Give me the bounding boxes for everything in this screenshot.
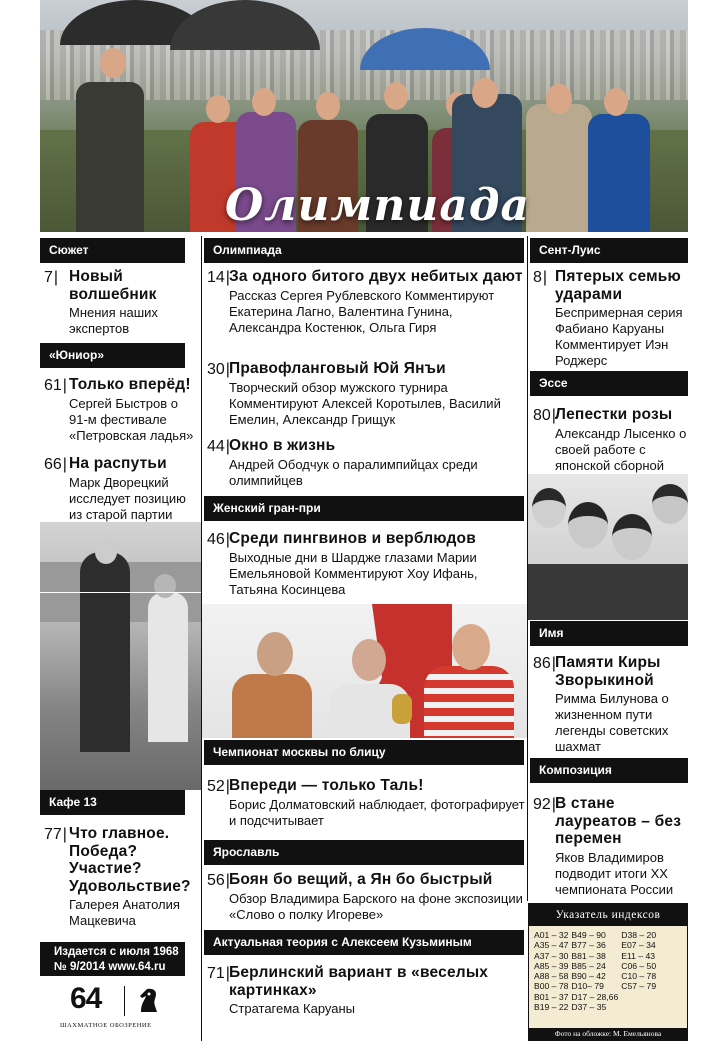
article-text: Сергей Быстров о 91-м фестивале «Петровская ладья» xyxy=(69,395,194,443)
index-row xyxy=(534,930,659,940)
opening-index-box xyxy=(528,903,688,1041)
index-cell: B00 – 78 xyxy=(534,981,569,992)
article-30[interactable] xyxy=(207,360,525,428)
index-row xyxy=(534,951,659,961)
index-cell: E07 – 34 xyxy=(621,940,656,951)
index-cell: A85 – 39 xyxy=(534,960,569,971)
article-page: 61 | xyxy=(44,376,67,395)
article-text: Беспримерная серия Фабиано Каруаны Комментирует Иэн Роджерс xyxy=(555,305,683,368)
article-title: Среди пингвинов и верблюдов xyxy=(229,530,476,547)
article-text: Рассказ Сергея Рублевского Комментируют Екатерина Лагно, Валентина Гунина, Александра Костенюк, Ольга Гиря xyxy=(229,287,495,335)
article-page: 52 | xyxy=(207,777,230,796)
article-title: Что главное. Победа? Участие? Удовольствие? xyxy=(69,825,191,895)
section-header-yaroslavl: Ярославль xyxy=(204,840,524,865)
vintage-group-photo xyxy=(528,474,688,620)
article-page: 30 | xyxy=(207,360,230,379)
index-cell: E11 – 43 xyxy=(621,950,656,961)
index-row xyxy=(534,1002,659,1012)
section-header-olimpiada: Олимпиада xyxy=(204,238,524,263)
index-cell: B49 – 90 xyxy=(571,930,606,940)
article-14[interactable] xyxy=(207,268,525,336)
index-cell: C06 – 50 xyxy=(621,960,657,971)
article-80[interactable] xyxy=(533,406,688,474)
index-cell: D37 – 35 xyxy=(571,1002,607,1013)
article-text: Яков Владимиров подводит итоги XX чемпионата России xyxy=(555,849,674,897)
index-cell: A88 – 58 xyxy=(534,971,569,982)
article-title: Пятерых семью ударами xyxy=(555,268,681,303)
index-cell: B85 – 24 xyxy=(571,960,606,971)
article-title: На распутьи xyxy=(69,455,167,472)
article-page: 71 | xyxy=(207,964,230,983)
article-46[interactable] xyxy=(207,530,525,598)
logo-64: 64 xyxy=(70,982,102,1015)
publisher-since: Издается с июля 1968 xyxy=(54,946,179,958)
section-header-junior: «Юниор» xyxy=(40,343,185,368)
article-title: Боян бо вещий, а Ян бо быстрый xyxy=(229,871,493,888)
index-row xyxy=(534,940,659,950)
article-52[interactable] xyxy=(207,777,525,829)
article-77[interactable] xyxy=(44,825,196,929)
index-cell xyxy=(621,1002,659,1012)
article-page: 66 | xyxy=(44,455,67,474)
section-header-zhenskiy: Женский гран-при xyxy=(204,496,524,521)
article-text: Стратагема Каруаны xyxy=(229,1001,356,1016)
article-title: Окно в жизнь xyxy=(229,437,336,454)
article-text: Творческий обзор мужского турнира Комментируют Алексей Коротылев, Василий Емелин, Александр Грищук xyxy=(229,379,501,427)
section-header-chempionat: Чемпионат москвы по блицу xyxy=(204,740,524,765)
index-cell: B90 – 42 xyxy=(571,971,606,982)
knight-logo-icon xyxy=(136,986,162,1014)
article-title: Памяти Киры Зворыкиной xyxy=(555,654,661,689)
publisher-info xyxy=(40,942,185,976)
article-page: 14 | xyxy=(207,268,230,287)
cover-title: Олимпиада xyxy=(225,180,530,231)
article-61[interactable] xyxy=(44,376,196,444)
index-cell: A01 – 32 xyxy=(534,930,569,940)
cover-photo-olympiad-team xyxy=(40,0,688,232)
article-title: Правофланговый Юй Янъи xyxy=(229,360,446,377)
blitz-winners-photo xyxy=(202,604,527,738)
section-header-sent-luis: Сент-Луис xyxy=(530,238,688,263)
publisher-issue: № 9/2014 www.64.ru xyxy=(54,961,166,973)
vintage-race-photo xyxy=(40,522,201,790)
article-86[interactable] xyxy=(533,654,688,755)
article-title: Лепестки розы xyxy=(555,406,673,423)
article-page: 46 | xyxy=(207,530,230,549)
index-cell: C10 – 78 xyxy=(621,971,657,982)
article-text: Александр Лысенко о своей работе с японской сборной xyxy=(555,425,687,473)
article-66[interactable] xyxy=(44,455,196,523)
index-cell: D17 – 28,66 xyxy=(571,991,619,1002)
index-row xyxy=(534,992,659,1002)
article-page: 92 | xyxy=(533,795,556,814)
index-cell: A37 – 30 xyxy=(534,950,569,961)
article-7[interactable] xyxy=(44,268,194,337)
article-text: Мнения наших экспертов xyxy=(69,305,158,336)
index-row xyxy=(534,961,659,971)
index-title: Указатель индексов xyxy=(529,904,687,926)
article-71[interactable] xyxy=(207,964,525,1017)
index-cell: B19 – 22 xyxy=(534,1002,569,1013)
article-text: Обзор Владимира Барского на фоне экспозиции «Слово о полку Игореве» xyxy=(229,890,523,922)
section-header-teoriya: Актуальная теория с Алексеем Кузьминым xyxy=(204,930,524,955)
section-header-esse: Эссе xyxy=(530,371,688,396)
article-title: В стане лауреатов – без перемен xyxy=(555,795,682,847)
article-page: 56 | xyxy=(207,871,230,890)
article-page: 80 | xyxy=(533,406,556,425)
index-row xyxy=(534,981,659,991)
article-text: Марк Дворецкий исследует позицию из старой партии xyxy=(69,474,186,522)
article-title: За одного битого двух небитых дают xyxy=(229,268,523,285)
index-cell: D10– 79 xyxy=(571,981,604,992)
section-header-imya: Имя xyxy=(530,621,688,646)
index-cell: B77 – 36 xyxy=(571,940,606,951)
section-header-kafe: Кафе 13 xyxy=(40,790,185,815)
cover-photo-credit: Фото на обложке: М. Емельянова xyxy=(529,1028,687,1040)
article-text: Римма Билунова о жизненном пути легенды советских шахмат xyxy=(555,691,669,754)
article-title: Берлинский вариант в «веселых картинках» xyxy=(229,964,489,999)
article-56[interactable] xyxy=(207,871,525,923)
logo-tagline: ШАХМАТНОЕ ОБОЗРЕНИЕ xyxy=(60,1022,152,1029)
logo-divider xyxy=(124,986,125,1016)
index-cell: D38 – 20 xyxy=(621,930,657,940)
article-92[interactable] xyxy=(533,795,688,898)
index-cell: B01 – 37 xyxy=(534,991,569,1002)
article-page: 86 | xyxy=(533,654,556,673)
article-title: Только вперёд! xyxy=(69,376,191,393)
section-header-kompoziciya: Композиция xyxy=(530,758,688,783)
index-cell: C57 – 79 xyxy=(621,981,657,992)
index-cell: A35 – 47 xyxy=(534,940,569,951)
article-page: 8 | xyxy=(533,268,547,287)
article-44[interactable] xyxy=(207,437,525,489)
index-row xyxy=(534,971,659,981)
section-header-syuzhet: Сюжет xyxy=(40,238,185,263)
article-text: Андрей Ободчук о паралимпийцах среди олимпийцев xyxy=(229,456,478,488)
article-page: 77 | xyxy=(44,825,67,844)
article-page: 44 | xyxy=(207,437,230,456)
article-title: Впереди — только Таль! xyxy=(229,777,424,794)
article-title: Новый волшебник xyxy=(69,268,157,303)
article-text: Выходные дни в Шардже глазами Марии Емельяновой Комментируют Хоу Ифань, Татьяна Косинцева xyxy=(229,549,478,597)
article-text: Борис Долматовский наблюдает, фотографирует и подсчитывает xyxy=(229,796,525,828)
article-page: 7 | xyxy=(44,268,58,287)
index-table xyxy=(534,930,659,1012)
index-cell: B81 – 38 xyxy=(571,950,606,961)
article-text: Галерея Анатолия Мацкевича xyxy=(69,897,180,928)
article-8[interactable] xyxy=(533,268,688,369)
index-cell xyxy=(621,992,659,1002)
